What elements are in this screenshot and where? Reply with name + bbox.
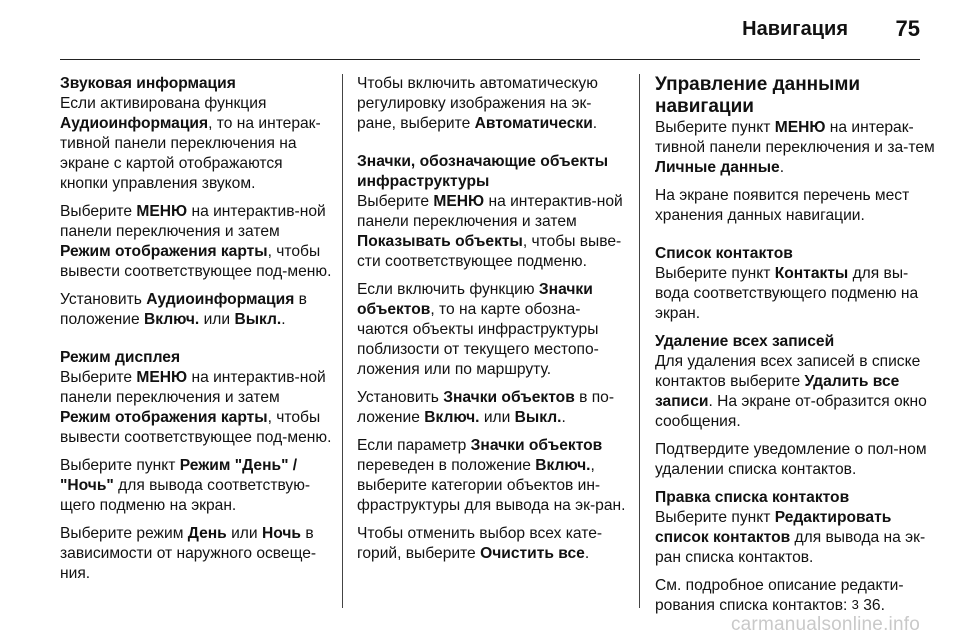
watermark: carmanualsonline.info — [730, 614, 920, 635]
paragraph: На экране появится перечень мест хранения данных навигации. — [655, 187, 910, 224]
section-heading: Удаление всех записей — [655, 333, 835, 350]
section-heading: Звуковая информация — [60, 75, 236, 92]
paragraph: Если параметр Значки объектов переведен в положение Включ., выберите категории объектов ин-фраструктуры для вывода на эк-ран. — [357, 437, 626, 514]
paragraph: Выберите МЕНЮ на интерактив-ной панели переключения и затем Показывать объекты, чтобы выве-сти соответствующее подменю. — [357, 193, 623, 270]
column-2 — [357, 74, 629, 572]
paragraph: Выберите пункт Редактировать список контактов для вывода на эк-ран списка контактов. — [655, 509, 926, 566]
paragraph: Чтобы включить автоматическую регулировку изображения на эк-ране, выберите Автоматически. — [357, 75, 598, 132]
paragraph: См. подробное описание редакти-рования списка контактов: 3 36. — [655, 577, 904, 614]
page-header — [0, 0, 960, 56]
paragraph: Выберите пункт Режим "День" / "Ночь" для вывода соответствую-щего подменю на экран. — [60, 457, 311, 514]
section-heading: Список контактов — [655, 245, 793, 262]
paragraph: Для удаления всех записей в списке контактов выберите Удалить все записи. На экране от-образится окно сообщения. — [655, 353, 927, 430]
paragraph: Выберите пункт Контакты для вы-вода соответствующего подменю на экран. — [655, 265, 919, 322]
section-heading: Правка списка контактов — [655, 489, 850, 506]
paragraph: Подтвердите уведомление о пол-ном удалении списка контактов. — [655, 441, 927, 478]
column-1 — [60, 74, 332, 592]
page-reference-arrow-icon: 3 — [851, 597, 859, 612]
paragraph: Выберите пункт МЕНЮ на интерак-тивной панели переключения и за-тем Личные данные. — [655, 119, 935, 176]
column-divider — [639, 74, 640, 608]
section-title: Навигация — [742, 18, 848, 40]
paragraph: Если включить функцию Значки объектов, то на карте обозна-чаются объекты инфраструктуры поблизости от текущего местопо-ложения или по маршруту. — [357, 281, 599, 378]
paragraph: Установить Аудиоинформация в положение Включ. или Выкл.. — [60, 291, 307, 328]
paragraph: Выберите МЕНЮ на интерактив-ной панели переключения и затем Режим отображения карты, чтобы вывести соответствующее под-меню. — [60, 203, 332, 280]
paragraph: Если активирована функция Аудиоинформация, то на интерак-тивной панели переключения на экране с картой отображаются кнопки управления звуком. — [60, 95, 321, 192]
paragraph: Выберите МЕНЮ на интерактив-ной панели переключения и затем Режим отображения карты, чтобы вывести соответствующее под-меню. — [60, 369, 332, 446]
paragraph: Выберите режим День или Ночь в зависимости от наружного освеще-ния. — [60, 525, 317, 582]
page-number: 75 — [895, 16, 920, 41]
header-rule — [60, 59, 920, 60]
column-3 — [655, 74, 935, 624]
section-heading: Режим дисплея — [60, 349, 181, 366]
paragraph: Чтобы отменить выбор всех кате-горий, выберите Очистить все. — [357, 525, 603, 562]
column-divider — [342, 74, 343, 608]
section-heading: Значки, обозначающие объекты инфраструктуры — [357, 153, 609, 190]
paragraph: Установить Значки объектов в по-ложение Включ. или Выкл.. — [357, 389, 615, 426]
main-heading: Управление данными навигации — [655, 74, 861, 117]
